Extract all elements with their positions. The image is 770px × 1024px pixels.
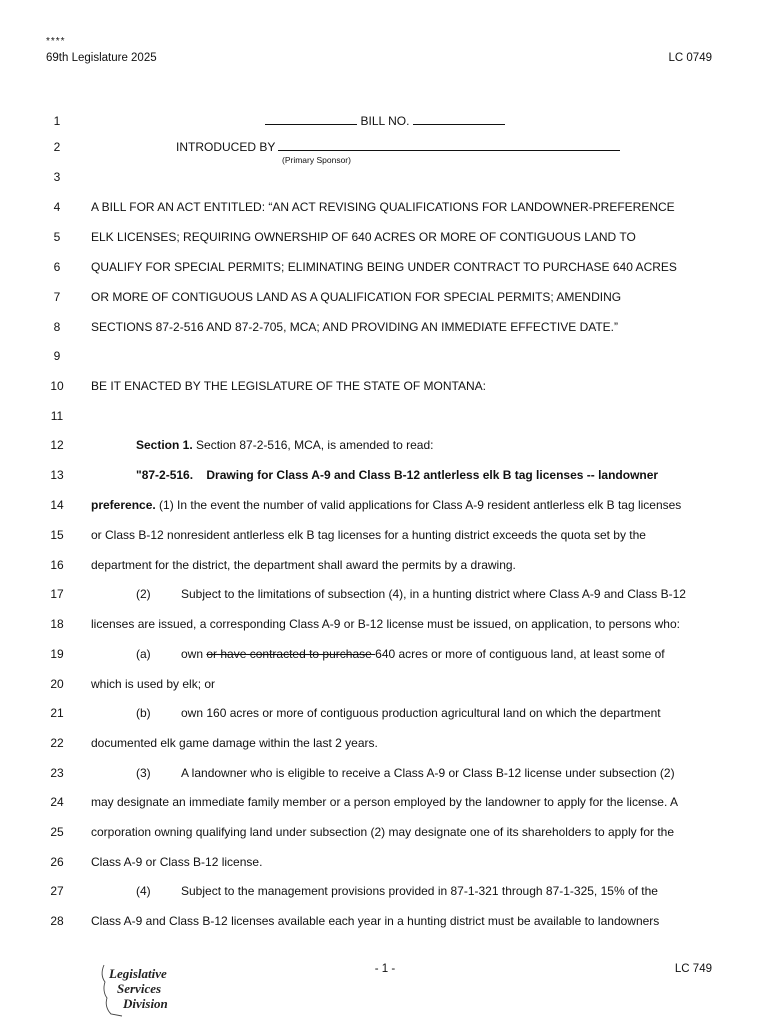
- lc-number-footer: LC 749: [674, 963, 712, 975]
- line-21: 21 (b) own 160 acres or more of contiguous production agricultural land on which the department: [50, 706, 661, 720]
- line-18: 18 licenses are issued, a corresponding Class A-9 or B-12 license must be issued, on application, to persons who:: [50, 617, 680, 631]
- line-12: 12 Section 1. Section 87-2-516, MCA, is amended to read:: [50, 438, 434, 452]
- section-heading: Section 1.: [136, 438, 193, 452]
- bill-no: BILL NO.: [0, 112, 770, 130]
- line-16: 16 department for the district, the department shall award the permits by a drawing.: [50, 558, 516, 572]
- struck-text: or have contracted to purchase: [206, 647, 376, 661]
- svg-text:Division: Division: [123, 996, 168, 1011]
- line-26: 26 Class A-9 or Class B-12 license.: [50, 855, 263, 869]
- line-25: 25 corporation owning qualifying land under subsection (2) may designate one of its shareholders to apply for the: [50, 825, 675, 839]
- legislature-session: 69th Legislature 2025: [46, 52, 157, 64]
- line-17: 17 (2) Subject to the limitations of subsection (4), in a hunting district where Class A-9 and Class B-12: [50, 587, 686, 601]
- page-number: - 1 -: [374, 963, 396, 975]
- line-8: 8 SECTIONS 87-2-516 AND 87-2-705, MCA; AND PROVIDING AN IMMEDIATE EFFECTIVE DATE.”: [53, 320, 619, 334]
- line-number: 2: [53, 140, 61, 154]
- svg-text:Services: Services: [117, 981, 162, 996]
- line-3: 3: [53, 170, 61, 184]
- line-22: 22 documented elk game damage within the last 2 years.: [50, 736, 378, 750]
- line-27: 27 (4) Subject to the management provisions provided in 87-1-321 through 87-1-325, 15% of the: [50, 884, 658, 898]
- line-11: 11: [50, 409, 64, 423]
- line-10: 10 BE IT ENACTED BY THE LEGISLATURE OF THE STATE OF MONTANA:: [50, 379, 486, 393]
- line-9: 9: [53, 349, 61, 363]
- line-13: 13 "87-2-516. Drawing for Class A-9 and Class B-12 antlerless elk B tag licenses -- landowner: [50, 468, 659, 482]
- header-stars: ****: [46, 36, 66, 47]
- line-23: 23 (3) A landowner who is eligible to receive a Class A-9 or Class B-12 license under subsection (2): [50, 766, 675, 780]
- svg-text:Legislative: Legislative: [109, 966, 167, 981]
- line-19: 19 (a) own or have contracted to purchase 640 acres or more of contiguous land, at least some of: [50, 647, 665, 661]
- line-5: 5 ELK LICENSES; REQUIRING OWNERSHIP OF 640 ACRES OR MORE OF CONTIGUOUS LAND TO: [53, 230, 636, 244]
- primary-sponsor-note: (Primary Sponsor): [282, 155, 351, 165]
- line-20: 20 which is used by elk; or: [50, 677, 216, 691]
- statute-heading: "87-2-516. Drawing for Class A-9 and Class B-12 antlerless elk B tag licenses -- landowner: [136, 468, 659, 482]
- line-4: 4 A BILL FOR AN ACT ENTITLED: “AN ACT REVISING QUALIFICATIONS FOR LANDOWNER-PREFERENCE: [53, 200, 675, 214]
- line-6: 6 QUALIFY FOR SPECIAL PERMITS; ELIMINATING BEING UNDER CONTRACT TO PURCHASE 640 ACRES: [53, 260, 677, 274]
- line-28: 28 Class A-9 and Class B-12 licenses available each year in a hunting district must be available to landowners: [50, 914, 660, 928]
- line-14: 14 preference. (1) In the event the number of valid applications for Class A-9 resident antlerless elk B tag licenses: [50, 498, 682, 512]
- line-7: 7 OR MORE OF CONTIGUOUS LAND AS A QUALIFICATION FOR SPECIAL PERMITS; AMENDING: [53, 290, 622, 304]
- line-15: 15 or Class B-12 nonresident antlerless elk B tag licenses for a hunting district exceeds the quota set by the: [50, 528, 646, 542]
- line-1: [0, 112, 770, 130]
- line-24: 24 may designate an immediate family member or a person employed by the landowner to apply for the license. A: [50, 795, 678, 809]
- line-number: 1: [53, 114, 61, 128]
- lc-number-header: LC 0749: [668, 52, 712, 64]
- introduced-by: INTRODUCED BY: [176, 138, 620, 156]
- line-2: [0, 138, 770, 156]
